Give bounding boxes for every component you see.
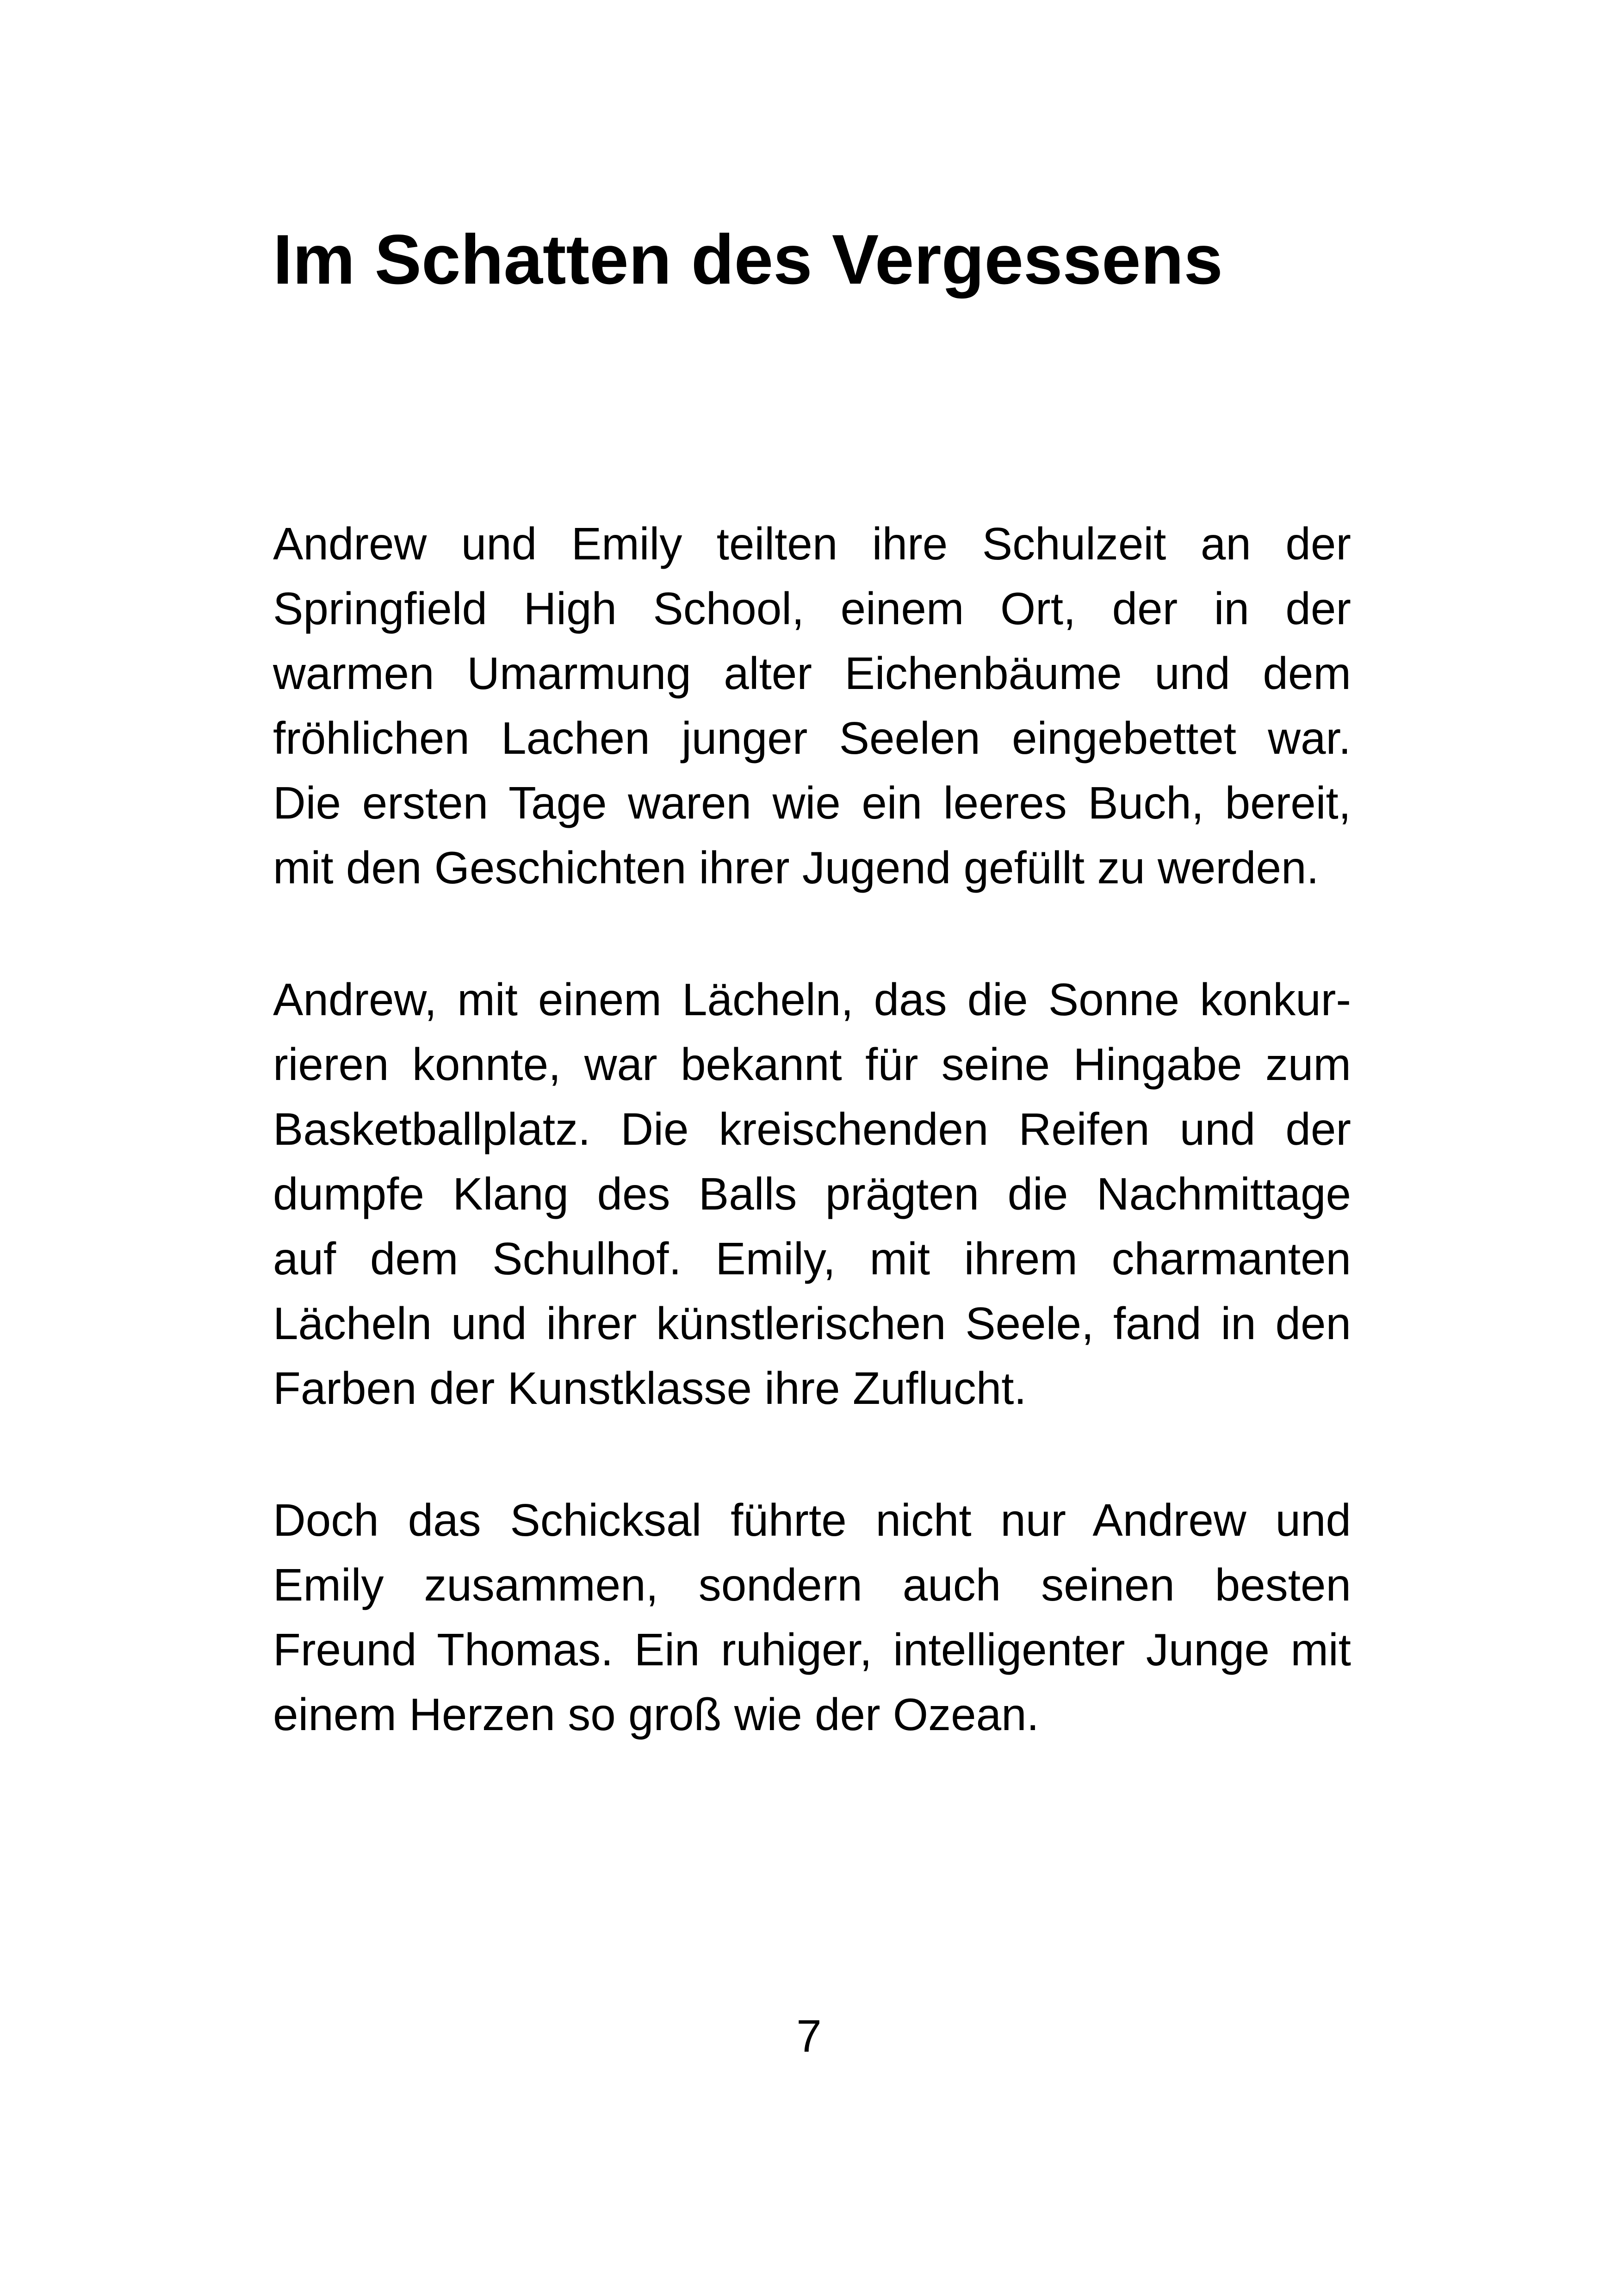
paragraph-2 [273,967,1351,1421]
text-line: Andrew und Emily teilten ihre Schulzeit an der [273,518,1351,569]
text-line: warmen Umarmung alter Eichenbäume und dem [273,648,1351,699]
text-line: Springfield High School, einem Ort, der in der [273,583,1351,634]
text-line: Lächeln und ihrer künstlerischen Seele, fand in den [273,1298,1351,1349]
text-line: Andrew, mit einem Lächeln, das die Sonne konkur- [273,974,1351,1025]
page-number: 7 [796,2011,822,2061]
text-line: Freund Thomas. Ein ruhiger, intelligenter Junge mit [273,1624,1351,1675]
text-line: einem Herzen so groß wie der Ozean. [273,1689,1039,1740]
paragraph-1 [273,511,1351,900]
text-line: Basketballplatz. Die kreischenden Reifen und der [273,1104,1351,1154]
text-line: dumpfe Klang des Balls prägten die Nachmittage [273,1168,1351,1219]
text-line: rieren konnte, war bekannt für seine Hingabe zum [273,1039,1351,1090]
paragraph-3 [273,1488,1351,1747]
text-line: Doch das Schicksal führte nicht nur Andrew und [273,1495,1351,1545]
text-line: Die ersten Tage waren wie ein leeres Buch, bereit, [273,777,1351,828]
page-title: Im Schatten des Vergessens [273,220,1223,299]
text-line: Emily zusammen, sondern auch seinen besten [273,1559,1351,1610]
text-line: auf dem Schulhof. Emily, mit ihrem charmanten [273,1233,1351,1284]
text-line: fröhlichen Lachen junger Seelen eingebettet war. [273,713,1351,763]
text-line: Farben der Kunstklasse ihre Zuflucht. [273,1363,1027,1414]
text-line: mit den Geschichten ihrer Jugend gefüllt zu werden. [273,842,1319,893]
